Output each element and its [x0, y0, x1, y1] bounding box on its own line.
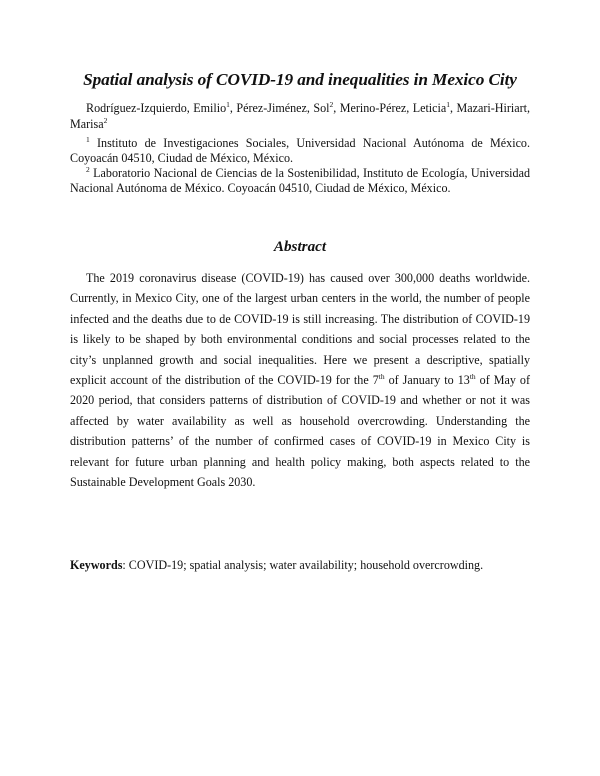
- author-separator: ,: [450, 101, 457, 115]
- author-separator: ,: [333, 101, 340, 115]
- author-list: [70, 101, 530, 132]
- affiliation-1: [70, 136, 530, 167]
- abstract-heading: Abstract: [273, 238, 327, 255]
- affiliation-marker: 1: [86, 135, 90, 144]
- paper-title: Spatial analysis of COVID-19 and inequalities in Mexico City: [83, 70, 517, 89]
- abstract-text-part-1: The 2019 coronavirus disease (COVID-19) has caused over 300,000 deaths worldwide. Currently, in Mexico City, one of the largest urban centers in the world, the number of people infected and the deaths due to de COVID-19 is still increasing. The distribution of COVID-19 is likely to be shaped by both environmental conditions and social processes related to the city’s unplanned growth and social inequalities. Here we present a descriptive, spatially explicit account of the distribution of the COVID-19 for the 7: [70, 271, 530, 388]
- affiliation-text: Instituto de Investigaciones Sociales, Universidad Nacional Autónoma de México. Coyoacán 04510, Ciudad de México, México.: [70, 136, 531, 166]
- author-name: Mazari-Hiriart, Marisa: [70, 101, 531, 131]
- author-affiliation-marker: 2: [329, 100, 334, 109]
- author-affiliation-marker: 1: [446, 100, 451, 109]
- keywords-text: : COVID-19; spatial analysis; water availability; household overcrowding.: [122, 558, 484, 572]
- author-name: Rodríguez-Izquierdo, Emilio: [86, 101, 227, 115]
- author-affiliation-marker: 1: [226, 100, 230, 109]
- abstract-text-part-2: of January to 13: [384, 373, 470, 388]
- keywords-label: Keywords: [70, 558, 123, 572]
- affiliation-text: Laboratorio Nacional de Ciencias de la Sostenibilidad, Instituto de Ecología, Universidad Nacional Autónoma de México. Coyoacán 04510, Ciudad de México, México.: [70, 166, 530, 196]
- ordinal-suffix: th: [378, 372, 385, 382]
- author-name: Merino-Pérez, Leticia: [339, 101, 447, 115]
- author-affiliation-marker: 2: [103, 115, 108, 125]
- ordinal-suffix: th: [469, 372, 476, 382]
- abstract-text-part-3: of May of 2020 period, that considers patterns of distribution of COVID-19 and whether or not it was affected by water availability as well as household overcrowding. Understanding the distribution patterns’ of the number of confirmed cases of COVID-19 in Mexico City is relevant for future urban planning and health policy making, both aspects related to the Sustainable Development Goals 2030.: [70, 373, 530, 490]
- author-separator: ,: [229, 101, 237, 115]
- affiliation-marker: 2: [86, 165, 90, 174]
- author-name: Pérez-Jiménez, Sol: [236, 101, 330, 115]
- keywords-line: [70, 557, 530, 573]
- affiliation-2: [70, 166, 530, 197]
- abstract-body: [70, 268, 530, 492]
